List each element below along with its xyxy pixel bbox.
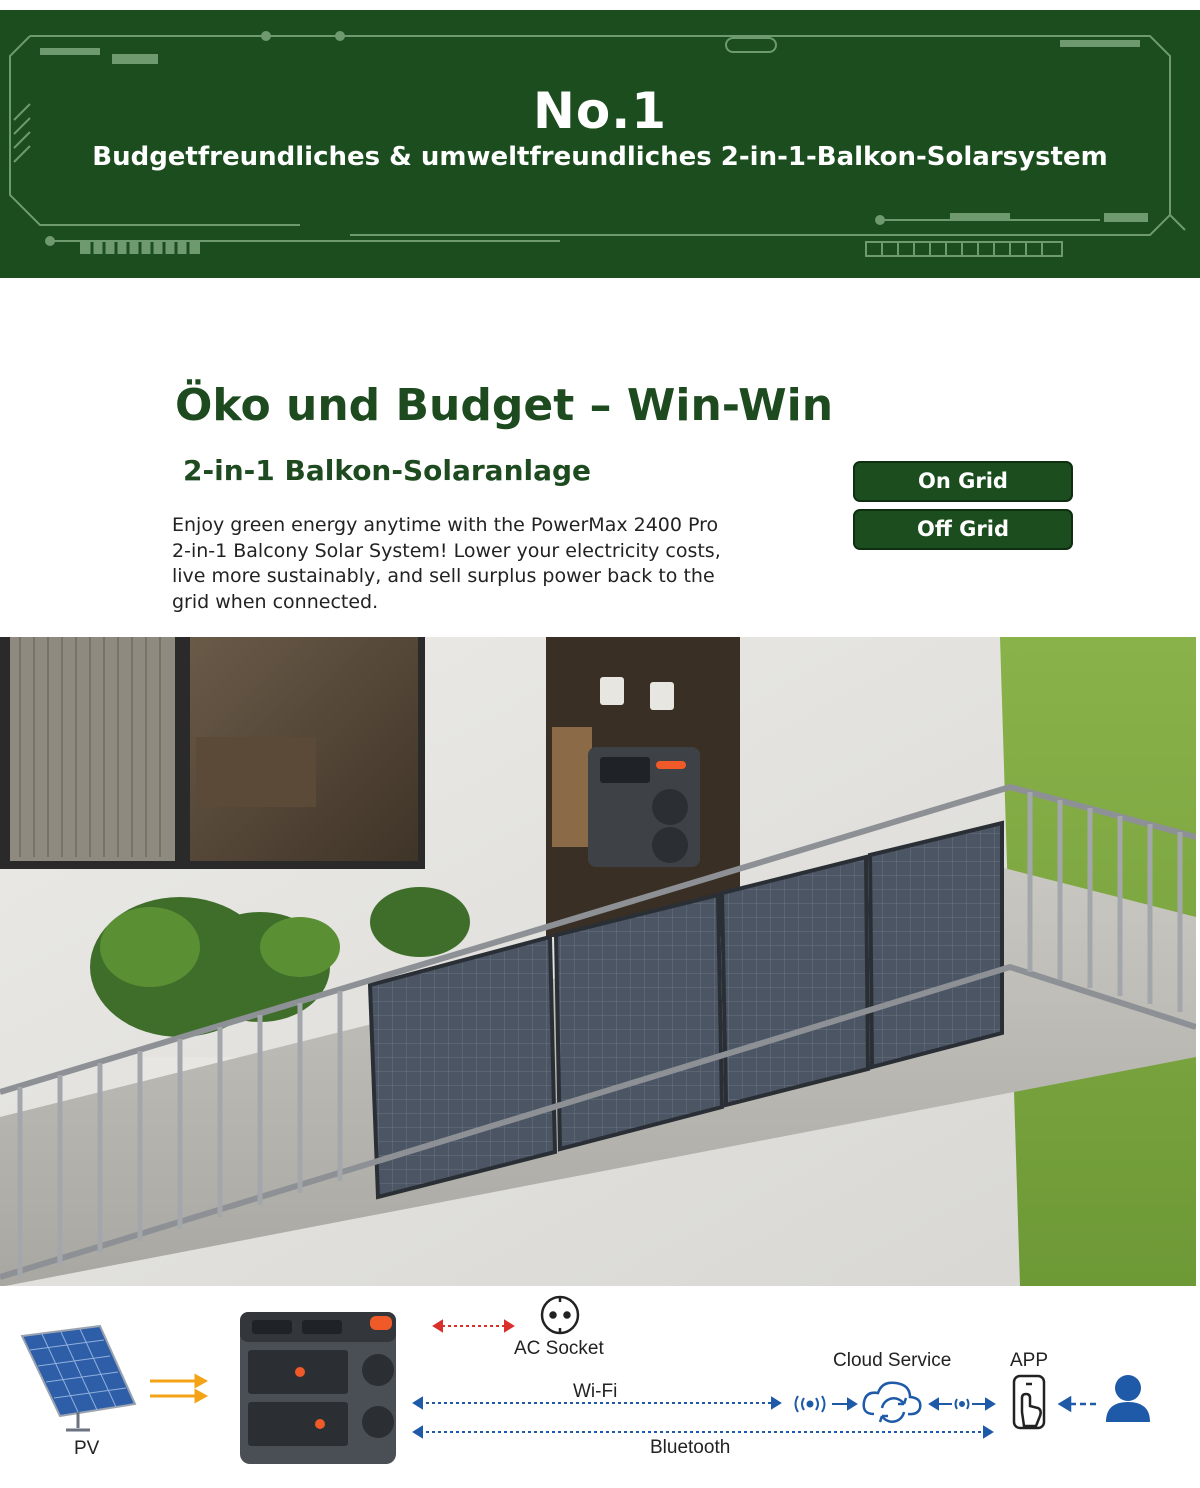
ac-socket-icon [542, 1297, 578, 1333]
balcony-scene-image [0, 637, 1196, 1286]
pv-label: PV [74, 1438, 100, 1459]
hero-banner [0, 10, 1200, 278]
section-subheading: 2-in-1 Balkon-Solaranlage [183, 454, 592, 487]
banner-title: No.1 [533, 82, 667, 140]
cloud-service-label: Cloud Service [833, 1350, 952, 1371]
section-heading: Öko und Budget – Win-Win [175, 380, 834, 431]
signal-wave-icon [796, 1396, 857, 1412]
user-icon [1106, 1375, 1150, 1422]
wifi-label: Wi-Fi [573, 1381, 618, 1402]
banner-subtitle: Budgetfreundliches & umweltfreundliches 2-in-1-Balkon-Solarsystem [92, 142, 1108, 172]
cloud-service-icon [864, 1383, 921, 1422]
bluetooth-label: Bluetooth [650, 1437, 731, 1458]
user-to-app-arrow-icon [1060, 1398, 1098, 1410]
off-grid-button[interactable]: Off Grid [853, 509, 1073, 550]
balcony-illustration [0, 637, 1196, 1286]
ac-double-arrow-icon [434, 1321, 513, 1331]
product-description: Enjoy green energy anytime with the PowerMax 2400 Pro 2-in-1 Balcony Solar System! Lower your electricity costs, live more sustainably, and sell surplus power back to the grid when connected. [172, 514, 721, 613]
ac-socket-label: AC Socket [514, 1338, 604, 1359]
system-diagram [0, 1288, 1200, 1488]
cloud-app-signal-icon [930, 1399, 994, 1409]
bluetooth-line-icon [414, 1427, 992, 1437]
pv-panel-icon [22, 1326, 135, 1430]
app-label: APP [1010, 1350, 1049, 1371]
power-station-icon [240, 1312, 396, 1464]
app-phone-icon [1014, 1376, 1044, 1428]
on-grid-button[interactable]: On Grid [853, 461, 1073, 502]
pv-to-station-arrow-icon [150, 1376, 205, 1401]
